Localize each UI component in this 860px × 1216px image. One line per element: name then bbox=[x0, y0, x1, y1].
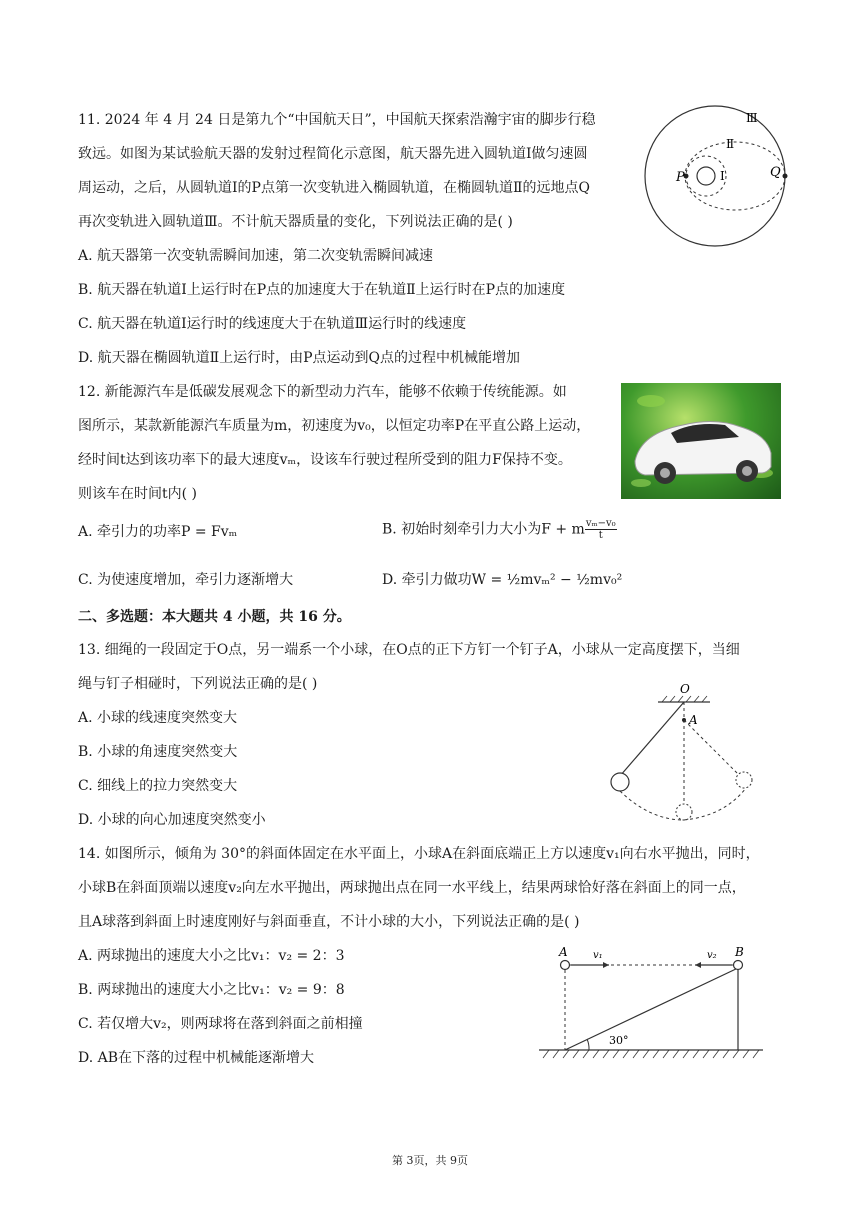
incline-label-a: A bbox=[559, 945, 568, 959]
orbit-label-p: P bbox=[676, 170, 685, 185]
projectile-incline-diagram bbox=[535, 938, 770, 1063]
q11-option-d: D. 航天器在椭圆轨道Ⅱ上运行时，由P点运动到Q点的过程中机械能增加 bbox=[78, 350, 521, 366]
q14-line-3: 且A球落到斜面上时速度刚好与斜面垂直，不计小球的大小，下列说法正确的是( ) bbox=[78, 914, 580, 930]
q14-option-d: D. AB在下落的过程中机械能逐渐增大 bbox=[78, 1050, 315, 1066]
q13-option-b: B. 小球的角速度突然变大 bbox=[78, 744, 238, 760]
q11-option-c: C. 航天器在轨道Ⅰ运行时的线速度大于在轨道Ⅲ运行时的线速度 bbox=[78, 316, 467, 332]
orbit-label-iii: Ⅲ bbox=[746, 111, 758, 125]
q12-line-2: 图所示，某款新能源汽车质量为m，初速度为v₀，以恒定功率P在平直公路上运动， bbox=[78, 418, 591, 434]
q12-option-b bbox=[382, 518, 617, 541]
pendulum-label-o: O bbox=[680, 682, 690, 696]
q14-line-1: 14. 如图所示，倾角为 30°的斜面体固定在水平面上，小球A在斜面底端正上方以速度v₁向右水平抛出，同时， bbox=[78, 846, 760, 862]
q11-line-3: 周运动，之后，从圆轨道Ⅰ的P点第一次变轨进入椭圆轨道，在椭圆轨道Ⅱ的远地点Q bbox=[78, 180, 590, 196]
orbit-label-ii: Ⅱ bbox=[726, 137, 735, 151]
q12-option-b-prefix: B. 初始时刻牵引力大小为F + m bbox=[382, 521, 585, 538]
q12-option-d: D. 牵引力做功W = ½mvₘ² − ½mv₀² bbox=[382, 572, 623, 588]
q12-line-4: 则该车在时间t内( ) bbox=[78, 486, 197, 502]
incline-label-v2: v₂ bbox=[707, 950, 717, 961]
incline-label-b: B bbox=[735, 945, 744, 959]
orbit-label-i: Ⅰ bbox=[720, 169, 725, 183]
q13-line-1: 13. 细绳的一段固定于O点，另一端系一个小球，在O点的正下方钉一个钉子A，小球从一定高度摆下，当细 bbox=[78, 642, 740, 658]
q13-line-2: 绳与钉子相碰时，下列说法正确的是( ) bbox=[78, 676, 318, 692]
q14-line-2: 小球B在斜面顶端以速度v₂向左水平抛出，两球抛出点在同一水平线上，结果两球恰好落在斜面上的同一点， bbox=[78, 880, 746, 896]
q12-option-b-fraction bbox=[585, 518, 617, 541]
orbit-label-q: Q bbox=[770, 165, 781, 180]
q12-option-c: C. 为使速度增加，牵引力逐渐增大 bbox=[78, 572, 294, 588]
fraction-numerator: vₘ−v₀ bbox=[585, 518, 616, 529]
q13-option-c: C. 细线上的拉力突然变大 bbox=[78, 778, 238, 794]
pendulum-label-a: A bbox=[689, 713, 698, 727]
fraction-denominator: t bbox=[598, 530, 603, 541]
orbit-diagram bbox=[640, 104, 790, 254]
q14-option-c: C. 若仅增大v₂，则两球将在落到斜面之前相撞 bbox=[78, 1016, 363, 1032]
q11-line-2: 致远。如图为某试验航天器的发射过程简化示意图，航天器先进入圆轨道Ⅰ做匀速圆 bbox=[78, 146, 588, 162]
q13-option-d: D. 小球的向心加速度突然变小 bbox=[78, 812, 266, 828]
q11-option-a: A. 航天器第一次变轨需瞬间加速，第二次变轨需瞬间减速 bbox=[78, 248, 434, 264]
q11-line-1: 11. 2024 年 4 月 24 日是第九个“中国航天日”，中国航天探索浩瀚宇宙的脚步行稳 bbox=[78, 112, 596, 128]
q12-line-1: 12. 新能源汽车是低碳发展观念下的新型动力汽车，能够不依赖于传统能源。如 bbox=[78, 384, 567, 400]
q13-option-a: A. 小球的线速度突然变大 bbox=[78, 710, 238, 726]
q11-option-b: B. 航天器在轨道Ⅰ上运行时在P点的加速度大于在轨道Ⅱ上运行时在P点的加速度 bbox=[78, 282, 566, 298]
incline-label-angle: 30° bbox=[609, 1034, 629, 1047]
q14-option-b: B. 两球抛出的速度大小之比v₁：v₂ = 9：8 bbox=[78, 982, 345, 998]
page-footer: 第 3页，共 9页 bbox=[392, 1154, 468, 1167]
q12-option-a: A. 牵引力的功率P = Fvₘ bbox=[78, 524, 238, 540]
q14-option-a: A. 两球抛出的速度大小之比v₁：v₂ = 2：3 bbox=[78, 948, 345, 964]
section-multi-choice-heading: 二、多选题：本大题共 4 小题，共 16 分。 bbox=[78, 609, 351, 625]
q11-line-4: 再次变轨进入圆轨道Ⅲ。不计航天器质量的变化，下列说法正确的是( ) bbox=[78, 214, 513, 230]
pendulum-diagram bbox=[600, 680, 780, 825]
car-photo bbox=[621, 383, 781, 499]
q12-line-3: 经时间t达到该功率下的最大速度vₘ，设该车行驶过程所受到的阻力F保持不变。 bbox=[78, 452, 572, 468]
incline-label-v1: v₁ bbox=[593, 950, 603, 961]
